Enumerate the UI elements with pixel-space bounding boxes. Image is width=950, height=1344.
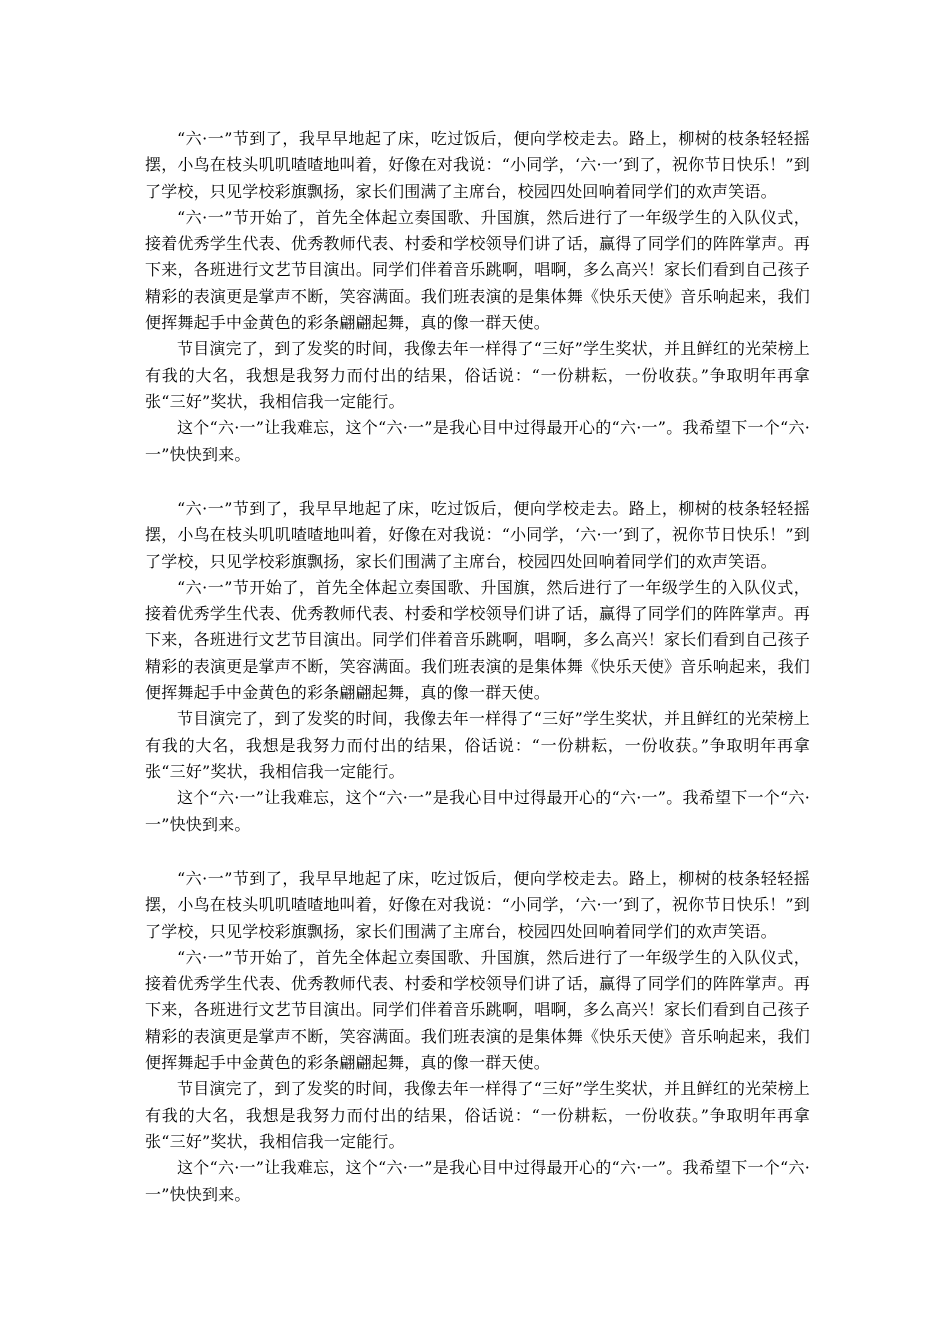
essay-paragraph: 节目演完了，到了发奖的时间，我像去年一样得了“三好”学生奖状，并且鲜红的光荣榜上有我的大名，我想是我努力而付出的结果，俗话说：“一份耕耘，一份收获。”争取明年再拿张“三好”奖状，我相信我一定能行。 — [145, 1079, 810, 1151]
essay-paragraph: 这个“六·一”让我难忘，这个“六·一”是我心目中过得最开心的“六·一”。我希望下一个“六·一”快快到来。 — [145, 1158, 810, 1204]
essay-block — [145, 496, 810, 838]
essay-paragraph: 这个“六·一”让我难忘，这个“六·一”是我心目中过得最开心的“六·一”。我希望下一个“六·一”快快到来。 — [145, 418, 810, 464]
essay-paragraph: “六·一”节到了，我早早地起了床，吃过饭后，便向学校走去。路上，柳树的枝条轻轻摇摆，小鸟在枝头叽叽喳喳地叫着，好像在对我说：“小同学，‘六·一’到了，祝你节日快乐！”到了学校，只见学校彩旗飘扬，家长们围满了主席台，校园四处回响着同学们的欢声笑语。 — [145, 129, 810, 201]
essay-paragraph: 节目演完了，到了发奖的时间，我像去年一样得了“三好”学生奖状，并且鲜红的光荣榜上有我的大名，我想是我努力而付出的结果，俗话说：“一份耕耘，一份收获。”争取明年再拿张“三好”奖状，我相信我一定能行。 — [145, 339, 810, 411]
essay-paragraph: 节目演完了，到了发奖的时间，我像去年一样得了“三好”学生奖状，并且鲜红的光荣榜上有我的大名，我想是我努力而付出的结果，俗话说：“一份耕耘，一份收获。”争取明年再拿张“三好”奖状，我相信我一定能行。 — [145, 709, 810, 781]
essay-block — [145, 126, 810, 468]
essay-paragraph: “六·一”节到了，我早早地起了床，吃过饭后，便向学校走去。路上，柳树的枝条轻轻摇摆，小鸟在枝头叽叽喳喳地叫着，好像在对我说：“小同学，‘六·一’到了，祝你节日快乐！”到了学校，只见学校彩旗飘扬，家长们围满了主席台，校园四处回响着同学们的欢声笑语。 — [145, 499, 810, 571]
essay-block — [145, 866, 810, 1208]
essay-paragraph: 这个“六·一”让我难忘，这个“六·一”是我心目中过得最开心的“六·一”。我希望下一个“六·一”快快到来。 — [145, 788, 810, 834]
essay-paragraph: “六·一”节开始了，首先全体起立奏国歌、升国旗，然后进行了一年级学生的入队仪式，接着优秀学生代表、优秀教师代表、村委和学校领导们讲了话，赢得了同学们的阵阵掌声。再下来，各班进行文艺节目演出。同学们伴着音乐跳啊，唱啊，多么高兴！家长们看到自己孩子精彩的表演更是掌声不断，笑容满面。我们班表演的是集体舞《快乐天使》音乐响起来，我们便挥舞起手中金黄色的彩条翩翩起舞，真的像一群天使。 — [145, 207, 810, 333]
essay-paragraph: “六·一”节开始了，首先全体起立奏国歌、升国旗，然后进行了一年级学生的入队仪式，接着优秀学生代表、优秀教师代表、村委和学校领导们讲了话，赢得了同学们的阵阵掌声。再下来，各班进行文艺节目演出。同学们伴着音乐跳啊，唱啊，多么高兴！家长们看到自己孩子精彩的表演更是掌声不断，笑容满面。我们班表演的是集体舞《快乐天使》音乐响起来，我们便挥舞起手中金黄色的彩条翩翩起舞，真的像一群天使。 — [145, 577, 810, 703]
essay-paragraph: “六·一”节到了，我早早地起了床，吃过饭后，便向学校走去。路上，柳树的枝条轻轻摇摆，小鸟在枝头叽叽喳喳地叫着，好像在对我说：“小同学，‘六·一’到了，祝你节日快乐！”到了学校，只见学校彩旗飘扬，家长们围满了主席台，校园四处回响着同学们的欢声笑语。 — [145, 869, 810, 941]
essay-paragraph: “六·一”节开始了，首先全体起立奏国歌、升国旗，然后进行了一年级学生的入队仪式，接着优秀学生代表、优秀教师代表、村委和学校领导们讲了话，赢得了同学们的阵阵掌声。再下来，各班进行文艺节目演出。同学们伴着音乐跳啊，唱啊，多么高兴！家长们看到自己孩子精彩的表演更是掌声不断，笑容满面。我们班表演的是集体舞《快乐天使》音乐响起来，我们便挥舞起手中金黄色的彩条翩翩起舞，真的像一群天使。 — [145, 947, 810, 1073]
